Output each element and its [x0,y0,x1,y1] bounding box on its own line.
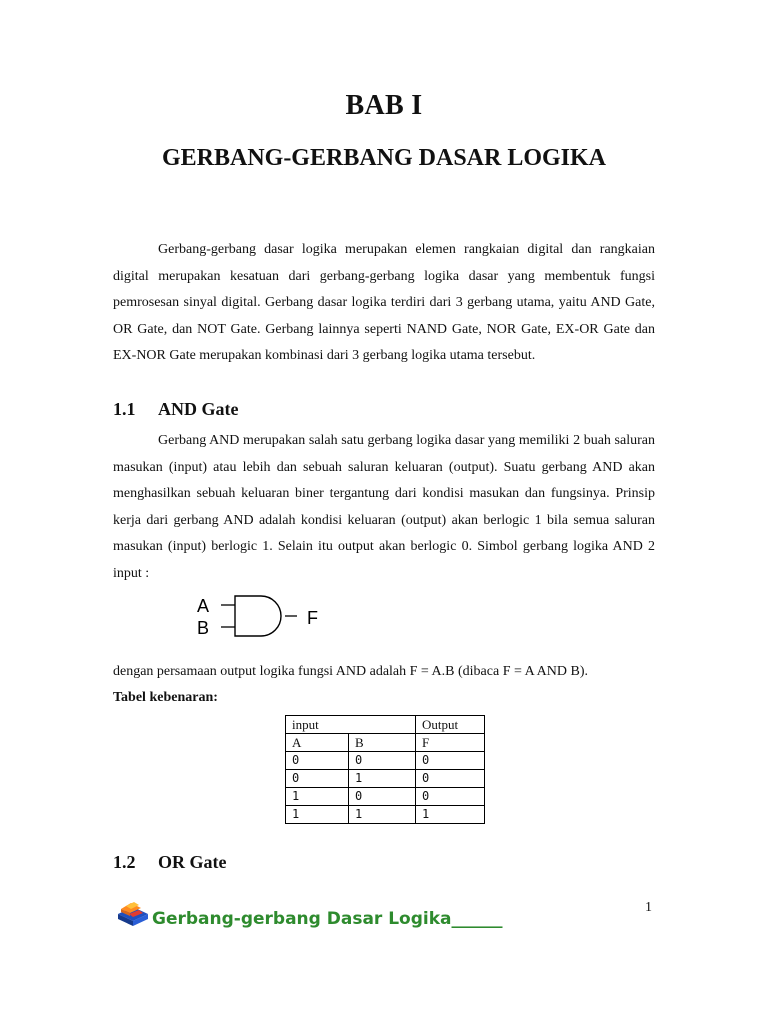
footer-text: Gerbang-gerbang Dasar Logika______ [152,909,503,929]
table-group-input: input [286,716,416,734]
section-title: OR Gate [158,852,227,872]
table-header-cell: A [286,734,349,752]
equation-text: dengan persamaan output logika fungsi AND adalah F = A.B (dibaca F = A AND B). [113,664,589,679]
table-cell: 0 [286,752,349,770]
and-text: Gerbang AND merupakan salah satu gerbang logika dasar yang memiliki 2 buah saluran masukan (input) atau lebih dan sebuah saluran keluaran (output). Suatu gerbang AND akan menghasilkan sebuah keluaran biner tergantung dari kondisi masukan dan fungsinya. Prinsip kerja dari gerbang AND adalah kondisi keluaran (output) akan berlogic 1 bila semua saluran masukan (input) berlogic 1. Selain itu output akan berlogic 0. Simbol gerbang logika AND 2 input : [113,433,655,581]
table-cell: 1 [286,806,349,824]
section-number: 1.2 [113,852,136,872]
table-cell: 1 [349,806,416,824]
intro-paragraph [113,237,655,370]
table-cell: 1 [416,806,485,824]
section-heading-or [113,852,226,873]
truth-table [285,715,485,824]
table-header-row [286,734,485,752]
table-group-output: Output [416,716,485,734]
table-cell: 0 [349,788,416,806]
table-header-cell: F [416,734,485,752]
gate-body [235,596,281,636]
table-cell: 1 [349,770,416,788]
chapter-heading: BAB I [345,90,423,121]
gate-input-a-label: A [197,596,210,616]
and-gate-symbol [193,592,333,640]
table-cell: 0 [349,752,416,770]
table-row [286,806,485,824]
table-caption: Tabel kebenaran: [113,690,218,705]
chapter-title: GERBANG-GERBANG DASAR LOGIKA [161,145,607,171]
table-header-cell: B [349,734,416,752]
gate-output-label: F [307,608,318,628]
table-group-header-row [286,716,485,734]
table-row [286,788,485,806]
table-cell: 0 [286,770,349,788]
section-heading-and [113,399,238,420]
section-title: AND Gate [158,399,239,419]
table-row [286,752,485,770]
table-cell: 0 [416,788,485,806]
gate-input-b-label: B [197,618,210,638]
table-cell: 0 [416,770,485,788]
table-row [286,770,485,788]
intro-text: Gerbang-gerbang dasar logika merupakan elemen rangkaian digital dan rangkaian digital merupakan kesatuan dari gerbang-gerbang logika dasar yang membentuk fungsi pemrosesan sinyal digital. Gerbang dasar logika terdiri dari 3 gerbang utama, yaitu AND Gate, OR Gate, dan NOT Gate. Gerbang lainnya seperti NAND Gate, NOR Gate, EX-OR Gate dan EX-NOR Gate merupakan kombinasi dari 3 gerbang logika utama tersebut. [113,242,655,363]
page-number: 1 [645,900,652,915]
footer-logo-icon [115,900,151,930]
section-number: 1.1 [113,399,136,419]
table-cell: 0 [416,752,485,770]
and-paragraph [113,428,655,587]
table-cell: 1 [286,788,349,806]
